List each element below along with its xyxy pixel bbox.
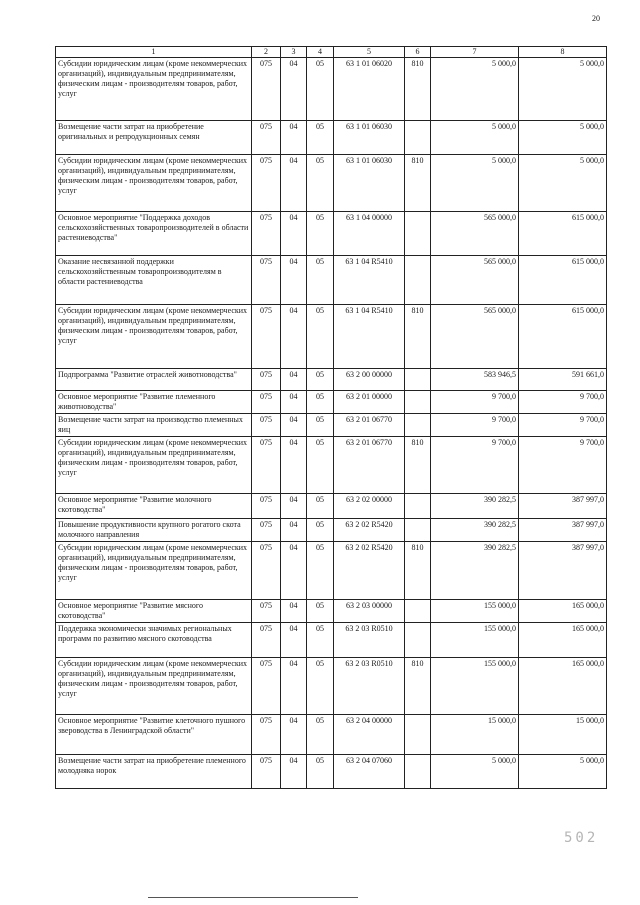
row-section-cell: 04 <box>281 519 307 542</box>
row-amount-2-cell: 165 000,0 <box>519 600 607 623</box>
row-section-cell: 04 <box>281 414 307 437</box>
row-amount-1-cell: 155 000,0 <box>431 600 519 623</box>
row-name-cell: Субсидии юридическим лицам (кроме некоммерческих организаций), индивидуальным предпринимателям, физическим лицам - производителям товаров, работ, услуг <box>56 305 252 369</box>
row-code-cell: 075 <box>252 658 281 715</box>
row-target-article-cell: 63 1 04 00000 <box>334 212 405 256</box>
header-cell: 3 <box>281 47 307 58</box>
row-amount-2-cell: 9 700,0 <box>519 437 607 494</box>
header-cell: 6 <box>405 47 431 58</box>
row-target-article-cell: 63 2 03 R0510 <box>334 658 405 715</box>
row-amount-1-cell: 155 000,0 <box>431 623 519 658</box>
row-amount-1-cell: 565 000,0 <box>431 212 519 256</box>
row-section-cell: 04 <box>281 755 307 789</box>
row-expense-type-cell: 810 <box>405 155 431 212</box>
row-amount-2-cell: 9 700,0 <box>519 414 607 437</box>
row-target-article-cell: 63 1 01 06030 <box>334 121 405 155</box>
row-section-cell: 04 <box>281 121 307 155</box>
row-code-cell: 075 <box>252 256 281 305</box>
table-row <box>56 600 607 623</box>
row-code-cell: 075 <box>252 715 281 755</box>
row-amount-1-cell: 565 000,0 <box>431 305 519 369</box>
row-amount-2-cell: 615 000,0 <box>519 305 607 369</box>
row-target-article-cell: 63 2 02 R5420 <box>334 519 405 542</box>
row-expense-type-cell <box>405 369 431 391</box>
row-amount-2-cell: 615 000,0 <box>519 212 607 256</box>
row-amount-1-cell: 565 000,0 <box>431 256 519 305</box>
row-target-article-cell: 63 2 01 00000 <box>334 391 405 414</box>
row-subsection-cell: 05 <box>307 305 334 369</box>
row-amount-2-cell: 615 000,0 <box>519 256 607 305</box>
table-row <box>56 542 607 600</box>
row-target-article-cell: 63 2 03 00000 <box>334 600 405 623</box>
row-amount-2-cell: 387 997,0 <box>519 519 607 542</box>
row-name-cell: Основное мероприятие "Поддержка доходов сельскохозяйственных товаропроизводителей в области растениеводства" <box>56 212 252 256</box>
row-section-cell: 04 <box>281 369 307 391</box>
row-section-cell: 04 <box>281 600 307 623</box>
row-amount-1-cell: 390 282,5 <box>431 542 519 600</box>
table-row <box>56 155 607 212</box>
row-subsection-cell: 05 <box>307 623 334 658</box>
row-subsection-cell: 05 <box>307 121 334 155</box>
row-section-cell: 04 <box>281 58 307 121</box>
row-subsection-cell: 05 <box>307 58 334 121</box>
row-name-cell: Субсидии юридическим лицам (кроме некоммерческих организаций), индивидуальным предпринимателям, физическим лицам - производителям товаров, работ, услуг <box>56 58 252 121</box>
header-cell: 8 <box>519 47 607 58</box>
row-expense-type-cell <box>405 715 431 755</box>
row-name-cell: Основное мероприятие "Развитие молочного скотоводства" <box>56 494 252 519</box>
row-code-cell: 075 <box>252 542 281 600</box>
row-expense-type-cell: 810 <box>405 58 431 121</box>
row-target-article-cell: 63 1 01 06020 <box>334 58 405 121</box>
row-name-cell: Субсидии юридическим лицам (кроме некоммерческих организаций), индивидуальным предпринимателям, физическим лицам - производителям товаров, работ, услуг <box>56 658 252 715</box>
row-amount-1-cell: 9 700,0 <box>431 391 519 414</box>
row-expense-type-cell <box>405 256 431 305</box>
row-name-cell: Подпрограмма "Развитие отраслей животноводства" <box>56 369 252 391</box>
row-amount-1-cell: 9 700,0 <box>431 414 519 437</box>
row-subsection-cell: 05 <box>307 542 334 600</box>
table-row <box>56 305 607 369</box>
row-amount-1-cell: 5 000,0 <box>431 155 519 212</box>
row-expense-type-cell <box>405 212 431 256</box>
row-amount-1-cell: 583 946,5 <box>431 369 519 391</box>
row-target-article-cell: 63 1 01 06030 <box>334 155 405 212</box>
row-name-cell: Возмещение части затрат на приобретение оригинальных и репродукционных семян <box>56 121 252 155</box>
row-amount-1-cell: 390 282,5 <box>431 519 519 542</box>
row-target-article-cell: 63 1 04 R5410 <box>334 305 405 369</box>
row-expense-type-cell: 810 <box>405 437 431 494</box>
row-expense-type-cell <box>405 623 431 658</box>
table-row <box>56 369 607 391</box>
row-amount-2-cell: 15 000,0 <box>519 715 607 755</box>
row-subsection-cell: 05 <box>307 414 334 437</box>
row-code-cell: 075 <box>252 212 281 256</box>
page-stamp: 502 <box>564 830 599 846</box>
row-amount-1-cell: 9 700,0 <box>431 437 519 494</box>
row-code-cell: 075 <box>252 58 281 121</box>
row-amount-1-cell: 15 000,0 <box>431 715 519 755</box>
row-code-cell: 075 <box>252 623 281 658</box>
row-section-cell: 04 <box>281 437 307 494</box>
row-section-cell: 04 <box>281 155 307 212</box>
row-amount-2-cell: 165 000,0 <box>519 623 607 658</box>
row-section-cell: 04 <box>281 494 307 519</box>
budget-table <box>55 46 607 789</box>
row-code-cell: 075 <box>252 391 281 414</box>
row-subsection-cell: 05 <box>307 212 334 256</box>
row-name-cell: Возмещение части затрат на производство племенных яиц <box>56 414 252 437</box>
row-amount-2-cell: 5 000,0 <box>519 121 607 155</box>
row-expense-type-cell: 810 <box>405 658 431 715</box>
row-section-cell: 04 <box>281 212 307 256</box>
row-section-cell: 04 <box>281 715 307 755</box>
row-target-article-cell: 63 2 03 R0510 <box>334 623 405 658</box>
table-row <box>56 121 607 155</box>
table-row <box>56 414 607 437</box>
table-row <box>56 212 607 256</box>
row-subsection-cell: 05 <box>307 155 334 212</box>
row-amount-2-cell: 387 997,0 <box>519 542 607 600</box>
row-subsection-cell: 05 <box>307 437 334 494</box>
table-row <box>56 437 607 494</box>
row-target-article-cell: 63 2 01 06770 <box>334 437 405 494</box>
row-amount-1-cell: 5 000,0 <box>431 58 519 121</box>
row-name-cell: Оказание несвязанной поддержки сельскохозяйственным товаропроизводителям в области растениеводства <box>56 256 252 305</box>
row-expense-type-cell <box>405 121 431 155</box>
table-header-row <box>56 47 607 58</box>
row-subsection-cell: 05 <box>307 658 334 715</box>
row-code-cell: 075 <box>252 600 281 623</box>
row-name-cell: Субсидии юридическим лицам (кроме некоммерческих организаций), индивидуальным предпринимателям, физическим лицам - производителям товаров, работ, услуг <box>56 437 252 494</box>
row-expense-type-cell <box>405 414 431 437</box>
row-amount-2-cell: 5 000,0 <box>519 755 607 789</box>
header-cell: 4 <box>307 47 334 58</box>
row-code-cell: 075 <box>252 755 281 789</box>
row-subsection-cell: 05 <box>307 256 334 305</box>
row-expense-type-cell <box>405 755 431 789</box>
row-code-cell: 075 <box>252 155 281 212</box>
row-code-cell: 075 <box>252 519 281 542</box>
row-amount-1-cell: 390 282,5 <box>431 494 519 519</box>
header-cell: 1 <box>56 47 252 58</box>
row-subsection-cell: 05 <box>307 600 334 623</box>
table-row <box>56 755 607 789</box>
row-subsection-cell: 05 <box>307 369 334 391</box>
row-section-cell: 04 <box>281 623 307 658</box>
row-name-cell: Основное мероприятие "Развитие мясного скотоводства" <box>56 600 252 623</box>
header-cell: 7 <box>431 47 519 58</box>
row-expense-type-cell <box>405 494 431 519</box>
table-row <box>56 494 607 519</box>
row-amount-2-cell: 9 700,0 <box>519 391 607 414</box>
table-row <box>56 519 607 542</box>
row-name-cell: Субсидии юридическим лицам (кроме некоммерческих организаций), индивидуальным предпринимателям, физическим лицам - производителям товаров, работ, услуг <box>56 542 252 600</box>
row-expense-type-cell: 810 <box>405 305 431 369</box>
row-code-cell: 075 <box>252 494 281 519</box>
row-section-cell: 04 <box>281 542 307 600</box>
row-subsection-cell: 05 <box>307 715 334 755</box>
row-amount-2-cell: 387 997,0 <box>519 494 607 519</box>
row-name-cell: Основное мероприятие "Развитие клеточного пушного звероводства в Ленинградской области" <box>56 715 252 755</box>
row-section-cell: 04 <box>281 391 307 414</box>
row-section-cell: 04 <box>281 658 307 715</box>
table-row <box>56 623 607 658</box>
header-cell: 5 <box>334 47 405 58</box>
row-expense-type-cell: 810 <box>405 542 431 600</box>
table-row <box>56 58 607 121</box>
row-target-article-cell: 63 2 02 R5420 <box>334 542 405 600</box>
row-code-cell: 075 <box>252 121 281 155</box>
row-expense-type-cell <box>405 391 431 414</box>
bottom-rule <box>148 897 358 898</box>
row-name-cell: Основное мероприятие "Развитие племенного животноводства" <box>56 391 252 414</box>
row-subsection-cell: 05 <box>307 494 334 519</box>
table-row <box>56 391 607 414</box>
row-amount-1-cell: 5 000,0 <box>431 121 519 155</box>
row-amount-2-cell: 165 000,0 <box>519 658 607 715</box>
header-cell: 2 <box>252 47 281 58</box>
row-subsection-cell: 05 <box>307 755 334 789</box>
row-amount-2-cell: 5 000,0 <box>519 58 607 121</box>
row-target-article-cell: 63 2 04 07060 <box>334 755 405 789</box>
row-amount-2-cell: 5 000,0 <box>519 155 607 212</box>
row-target-article-cell: 63 2 01 06770 <box>334 414 405 437</box>
row-amount-1-cell: 155 000,0 <box>431 658 519 715</box>
row-name-cell: Субсидии юридическим лицам (кроме некоммерческих организаций), индивидуальным предпринимателям, физическим лицам - производителям товаров, работ, услуг <box>56 155 252 212</box>
row-target-article-cell: 63 2 04 00000 <box>334 715 405 755</box>
row-subsection-cell: 05 <box>307 519 334 542</box>
row-amount-2-cell: 591 661,0 <box>519 369 607 391</box>
row-subsection-cell: 05 <box>307 391 334 414</box>
row-code-cell: 075 <box>252 305 281 369</box>
row-amount-1-cell: 5 000,0 <box>431 755 519 789</box>
table-row <box>56 715 607 755</box>
row-code-cell: 075 <box>252 437 281 494</box>
table-row <box>56 256 607 305</box>
row-target-article-cell: 63 1 04 R5410 <box>334 256 405 305</box>
row-name-cell: Поддержка экономически значимых региональных программ по развитию мясного скотоводства <box>56 623 252 658</box>
row-section-cell: 04 <box>281 256 307 305</box>
row-target-article-cell: 63 2 02 00000 <box>334 494 405 519</box>
row-expense-type-cell <box>405 519 431 542</box>
row-code-cell: 075 <box>252 369 281 391</box>
row-name-cell: Возмещение части затрат на приобретение племенного молодняка норок <box>56 755 252 789</box>
row-section-cell: 04 <box>281 305 307 369</box>
page-number: 20 <box>592 14 600 23</box>
row-code-cell: 075 <box>252 414 281 437</box>
row-expense-type-cell <box>405 600 431 623</box>
row-target-article-cell: 63 2 00 00000 <box>334 369 405 391</box>
row-name-cell: Повышение продуктивности крупного рогатого скота молочного направления <box>56 519 252 542</box>
table-row <box>56 658 607 715</box>
